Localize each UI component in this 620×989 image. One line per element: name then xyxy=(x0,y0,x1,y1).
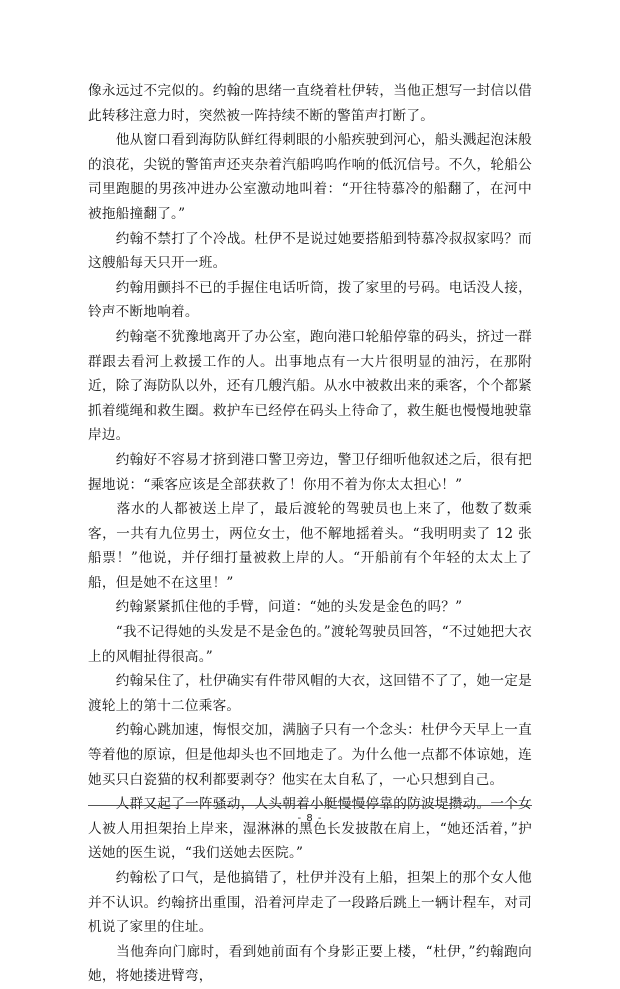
paragraph: 约翰紧紧抓住他的手臂，问道：“她的头发是金色的吗？” xyxy=(88,599,463,616)
paragraph: 当他奔向门廊时，看到她前面有个身影正要上楼，“杜伊，”约翰跑向她，将她搂进臂弯， xyxy=(88,943,532,985)
paragraph: 约翰不禁打了个冷战。杜伊不是说过她要搭船到特慕冷叔叔家吗？而这艘船每天只开一班。 xyxy=(88,230,532,272)
paragraph: 约翰心跳加速，悔恨交加，满脑子只有一个念头：杜伊今天早上一直等着他的原谅，但是他却头也不回地走了。为什么他一点都不体谅她，连她买只白瓷猫的权利都要剥夺？他实在太自私了，一心只想到自己。 xyxy=(88,722,532,788)
paragraph: 像永远过不完似的。约翰的思绪一直绕着杜伊转，当他正想写一封信以借此转移注意力时，突然被一阵持续不断的警笛声打断了。 xyxy=(88,83,532,124)
paragraph: 约翰好不容易才挤到港口警卫旁边，警卫仔细听他叙述之后，很有把握地说：“乘客应该是全部获救了！你用不着为你太太担心！” xyxy=(88,451,532,493)
article-body xyxy=(88,79,532,989)
paragraph: 约翰呆住了，杜伊确实有件带风帽的大衣，这回错不了了，她一定是渡轮上的第十二位乘客。 xyxy=(88,673,532,714)
paragraph: 他从窗口看到海防队鲜红得刺眼的小船疾驶到河心，船头溅起泡沫般的浪花，尖锐的警笛声还夹杂着汽船呜呜作响的低沉信号。不久，轮船公司里跑腿的男孩冲进办公室激动地叫着：“开往特慕冷的船翻了，在河中被拖船撞翻了。” xyxy=(88,132,532,222)
paragraph: “我不记得她的头发是不是金色的。”渡轮驾驶员回答，“不过她把大衣上的风帽扯得很高。” xyxy=(88,624,532,665)
footer-divider xyxy=(88,805,532,806)
page-number: - 8 - xyxy=(297,813,323,824)
paragraph: 约翰毫不犹豫地离开了办公室，跑向港口轮船停靠的码头，挤过一群群跟去看河上救援工作的人。出事地点有一大片很明显的油污，在那附近，除了海防队以外，还有几艘汽船。从水中被救出来的乘客，个个都紧抓着缆绳和救生圈。救护车已经停在码头上待命了，救生艇也慢慢地驶靠岸边。 xyxy=(88,328,532,444)
paragraph: 人群又起了一阵骚动，人头朝着小艇慢慢停靠的防波堤攒动。一个女人被人用担架抬上岸来，湿淋淋的黑色长发披散在肩上，“她还活着，”护送她的医生说，“我们送她去医院。” xyxy=(88,796,532,862)
paragraph: 约翰用颤抖不已的手握住电话听筒，拨了家里的号码。电话没人接，铃声不断地响着。 xyxy=(88,279,532,321)
paragraph: 约翰松了口气，是他搞错了，杜伊并没有上船，担架上的那个女人他并不认识。约翰挤出重围，沿着河岸走了一段路后跳上一辆计程车，对司机说了家里的住址。 xyxy=(88,870,532,936)
paragraph: 落水的人都被送上岸了，最后渡轮的驾驶员也上来了，他数了数乘客，一共有九位男士，两位女士，他不解地摇着头。“我明明卖了 12 张船票！”他说，并仔细打量被救上岸的人。“开船前有个年轻的太太上了船，但是她不在这里！” xyxy=(88,501,532,591)
